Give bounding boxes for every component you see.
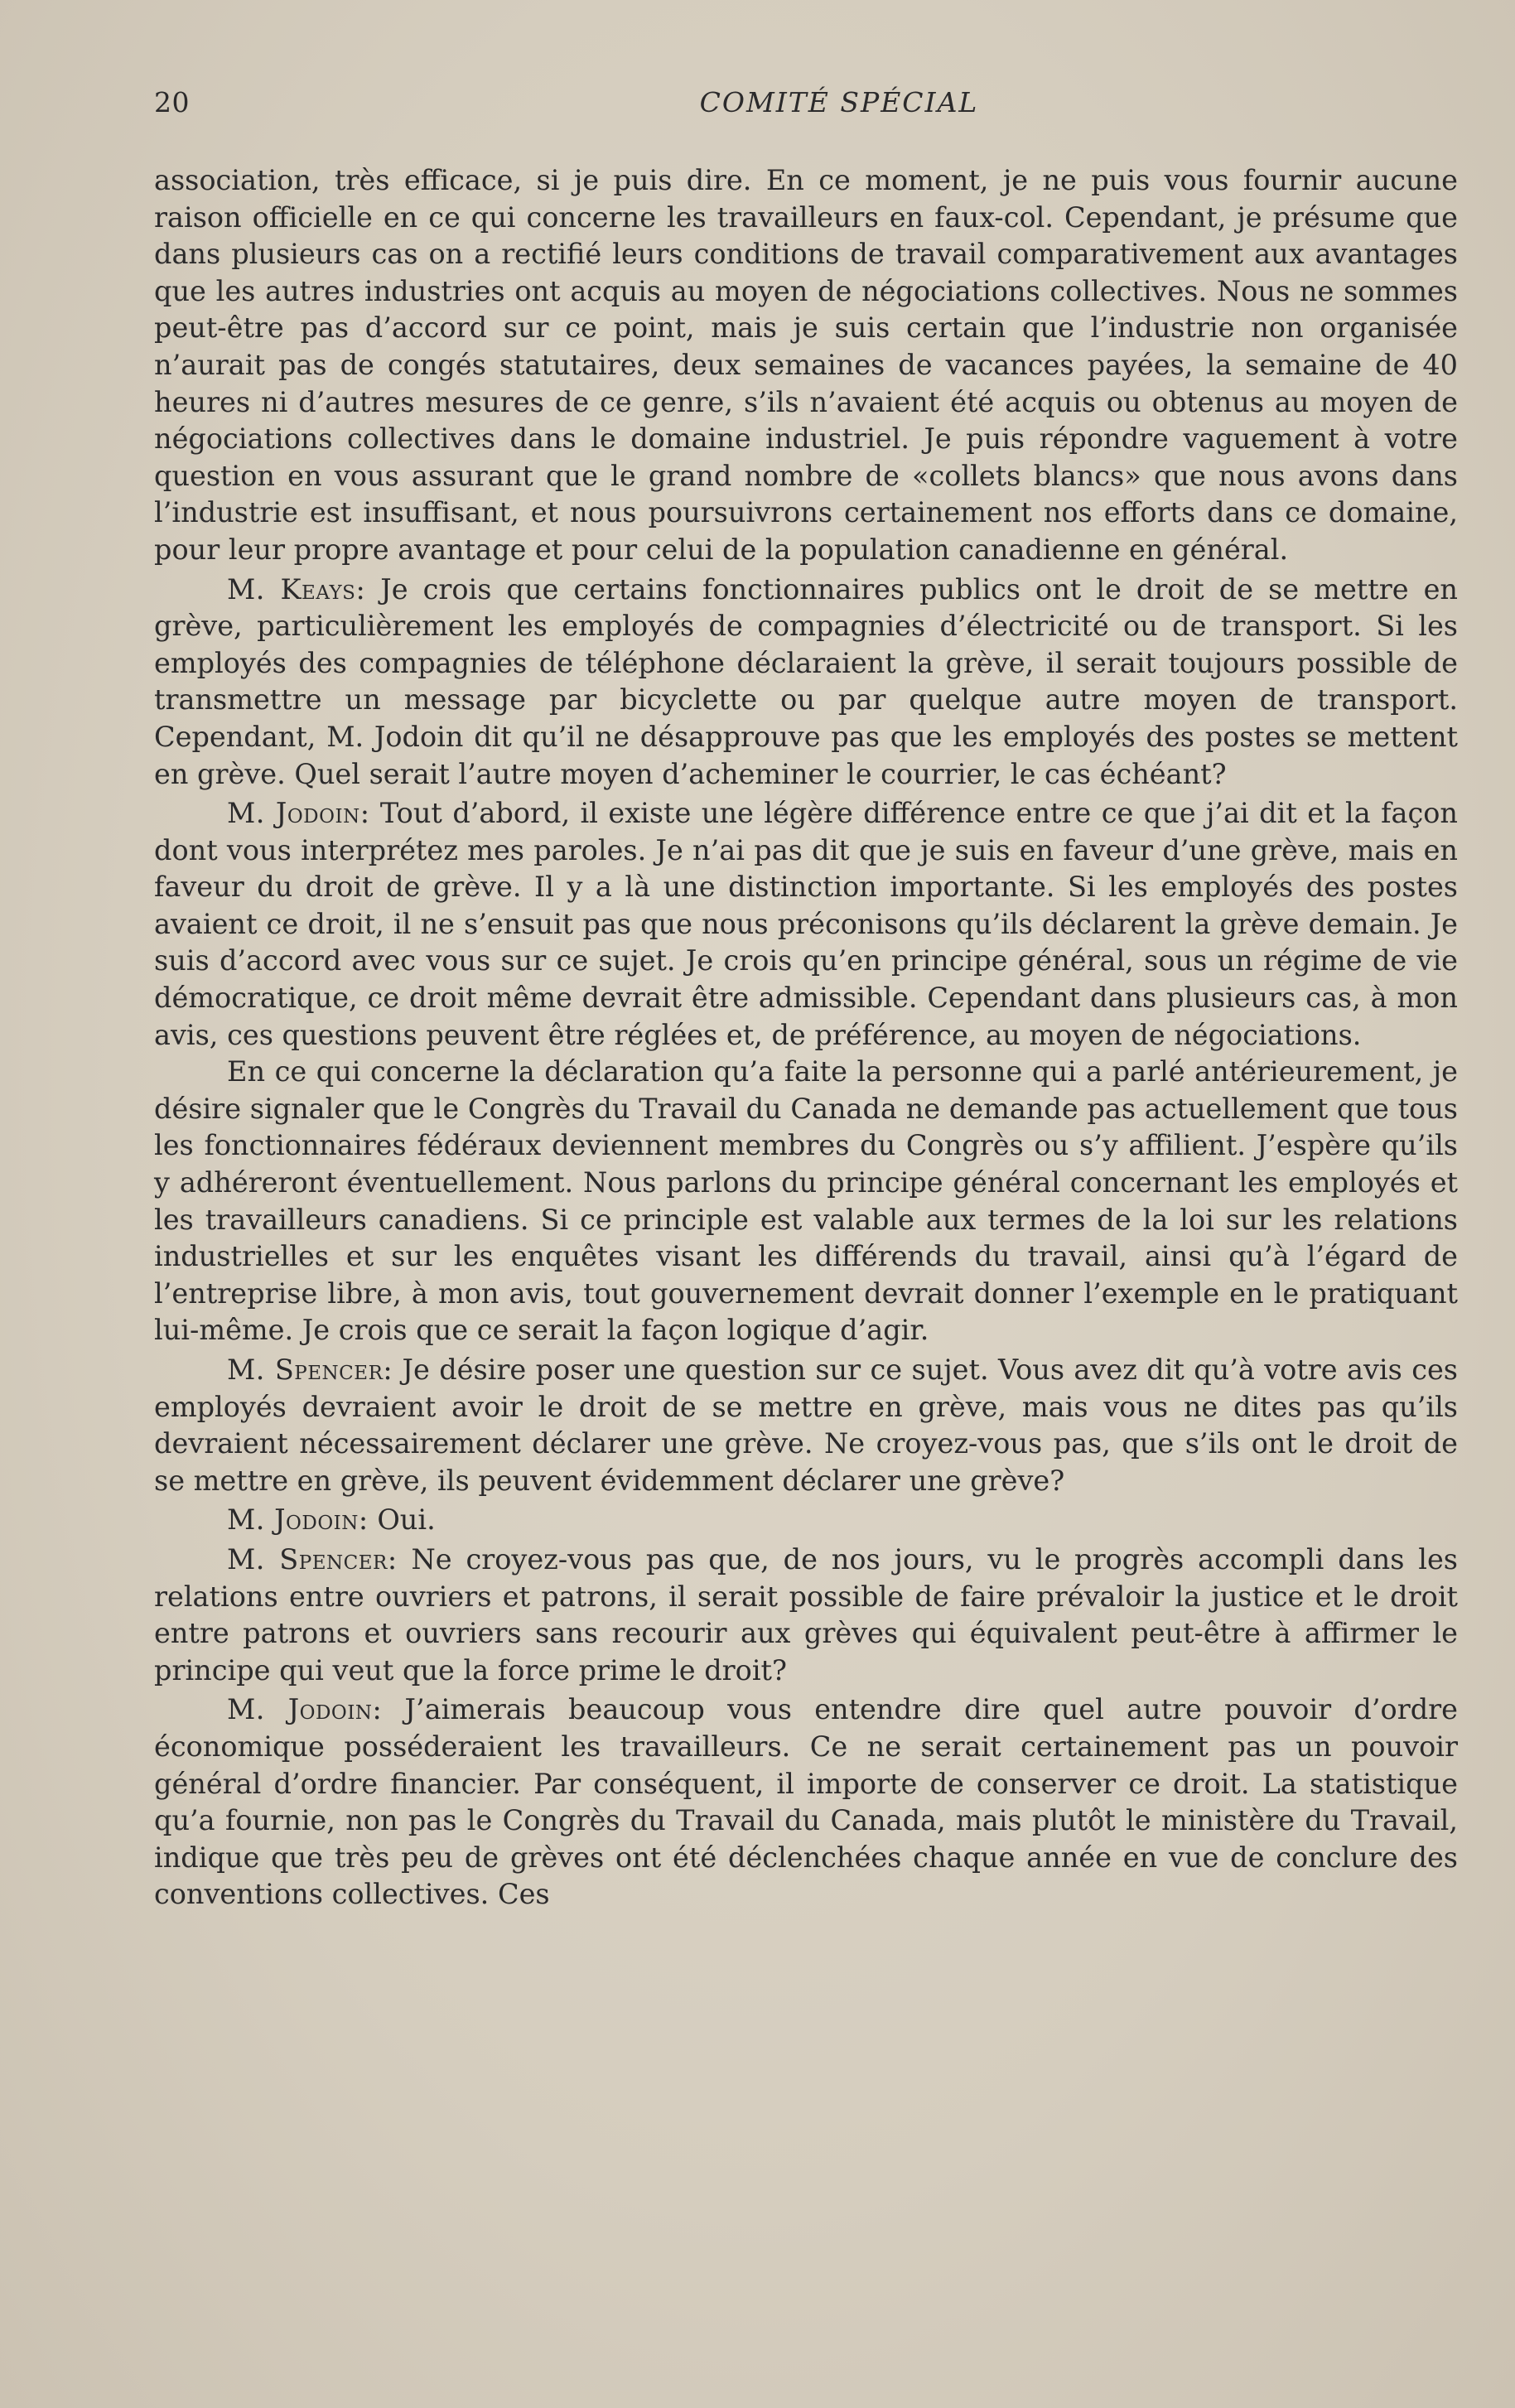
paragraph-8	[154, 1691, 1458, 1913]
paragraph-text: Je crois que certains fonctionnaires publics ont le droit de se mettre en grève, particulièrement les employés de compagnies d’électricité ou de transport. Si les employés des compagnies de téléphone déclaraient la grève, il serait toujours possible de transmettre un message par bicyclette ou par quelque autre moyen de transport. Cependant, M. Jodoin dit qu’il ne désapprouve pas que les employés des postes se mettent en grève. Quel serait l’autre moyen d’acheminer le courrier, le cas échéant?	[154, 572, 1458, 790]
paragraph-text: Oui.	[368, 1503, 436, 1537]
paragraph-4	[154, 1054, 1458, 1349]
paragraph-text: J’aimerais beaucoup vous entendre dire quel autre pouvoir d’ordre économique posséderaient les travailleurs. Ce ne serait certainement pas un pouvoir général d’ordre financier. Par conséquent, il importe de conserver ce droit. La statistique qu’a fournie, non pas le Congrès du Travail du Canada, mais plutôt le ministère du Travail, indique que très peu de grèves ont été déclenchées chaque année en vue de conclure des conventions collectives. Ces	[154, 1693, 1458, 1911]
page-number: 20	[154, 86, 190, 118]
paragraph-1	[154, 162, 1458, 569]
page-header	[154, 86, 1458, 128]
paragraph-text: Ne croyez-vous pas que, de nos jours, vu le progrès accompli dans les relations entre ouvriers et patrons, il serait possible de faire prévaloir la justice et le droit entre patrons et ouvriers sans recourir aux grèves qui équivalent peut-être à affirmer le principe qui veut que la force prime le droit?	[154, 1542, 1458, 1687]
speaker-name: M. Keays:	[227, 572, 366, 606]
paragraph-3	[154, 795, 1458, 1054]
speaker-name: M. Spencer:	[227, 1542, 398, 1576]
speaker-name: M. Spencer:	[227, 1354, 393, 1386]
paragraph-text: En ce qui concerne la déclaration qu’a faite la personne qui a parlé antérieurement, je désire signaler que le Congrès du Travail du Canada ne demande pas actuellement que tous les fonctionnaires fédéraux deviennent membres du Congrès ou s’y affilient. J’espère qu’ils y adhéreront éventuellement. Nous parlons du principe général concernant les employés et les travailleurs canadiens. Si ce principle est valable aux termes de la loi sur les relations industrielles et sur les enquêtes visant les différends du travail, ainsi qu’à l’égard de l’entreprise libre, à mon avis, tout gouvernement devrait donner l’exemple en le pratiquant lui-même. Je crois que ce serait la façon logique d’agir.	[154, 1055, 1458, 1347]
paragraph-text: Tout d’abord, il existe une légère différence entre ce que j’ai dit et la façon dont vous interprétez mes paroles. Je n’ai pas dit que je suis en faveur d’une grève, mais en faveur du droit de grève. Il y a là une distinction importante. Si les employés des postes avaient ce droit, il ne s’ensuit pas que nous préconisons qu’ils déclarent la grève demain. Je suis d’accord avec vous sur ce sujet. Je crois qu’en principe général, sous un régime de vie démocratique, ce droit même devrait être admissible. Cependant dans plusieurs cas, à mon avis, ces questions peuvent être réglées et, de préférence, au moyen de négociations.	[154, 797, 1458, 1051]
speaker-name: M. Jodoin:	[227, 797, 370, 830]
paragraph-7	[154, 1542, 1458, 1689]
paragraph-text: association, très efficace, si je puis dire. En ce moment, je ne puis vous fournir aucune raison officielle en ce qui concerne les travailleurs en faux-col. Cependant, je présume que dans plusieurs cas on a rectifié leurs conditions de travail comparativement aux avantages que les autres industries ont acquis au moyen de négociations collectives. Nous ne sommes peut-être pas d’accord sur ce point, mais je suis certain que l’industrie non organisée n’aurait pas de congés statutaires, deux semaines de vacances payées, la semaine de 40 heures ni d’autres mesures de ce genre, s’ils n’avaient été acquis ou obtenus au moyen de négociations collectives dans le domaine industriel. Je puis répondre vaguement à votre question en vous assurant que le grand nombre de «collets blancs» que nous avons dans l’industrie est insuffisant, et nous poursuivrons certainement nos efforts dans ce domaine, pour leur propre avantage et pour celui de la population canadienne en général.	[154, 164, 1458, 566]
running-title: COMITÉ SPÉCIAL	[699, 86, 979, 118]
speaker-name: M. Jodoin:	[227, 1693, 383, 1726]
paragraph-2	[154, 572, 1458, 794]
paragraph-5	[154, 1352, 1458, 1499]
speaker-name: M. Jodoin:	[227, 1503, 369, 1537]
paragraph-text: Je désire poser une question sur ce sujet. Vous avez dit qu’à votre avis ces employés devraient avoir le droit de se mettre en grève, mais vous ne dites pas qu’ils devraient nécessairement déclarer une grève. Ne croyez-vous pas, que s’ils ont le droit de se mettre en grève, ils peuvent évidemment déclarer une grève?	[154, 1354, 1458, 1497]
paragraph-6	[154, 1502, 1458, 1539]
body-text	[154, 162, 1458, 1913]
